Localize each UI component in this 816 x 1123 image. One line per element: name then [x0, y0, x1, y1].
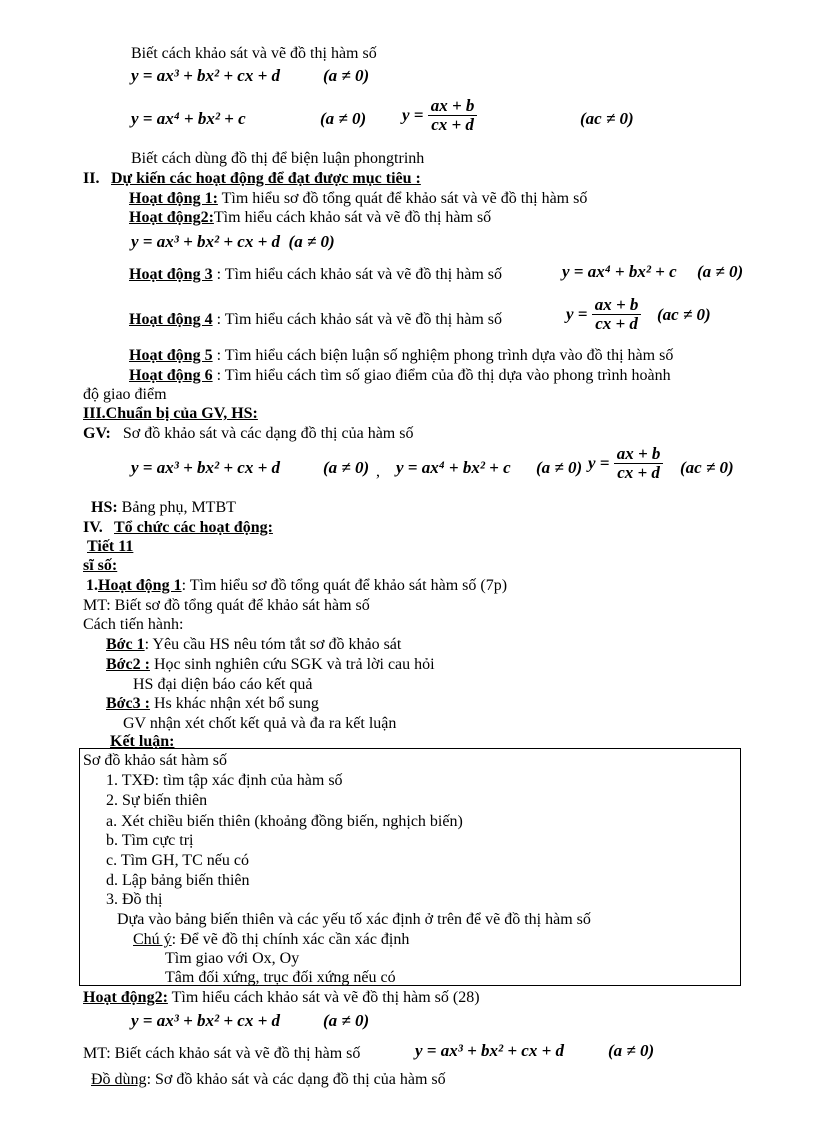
- materials-text: : Sơ đồ khảo sát và các dạng đồ thị của hàm số: [146, 1071, 446, 1088]
- formula-cubic: [131, 233, 335, 251]
- formula-quartic: y = ax⁴ + bx² + c: [562, 262, 677, 281]
- activity-4-label: Hoạt động 4: [129, 311, 213, 328]
- activity-4-line: [129, 311, 502, 329]
- fraction: [428, 97, 478, 134]
- condition-a-nonzero: (a ≠ 0): [320, 109, 367, 128]
- activity-6-label: Hoạt động 6: [129, 367, 213, 384]
- activity-2-line: [129, 209, 491, 227]
- activity-2-label: Hoạt động2:: [83, 989, 168, 1006]
- activity-5-label: Hoạt động 5: [129, 347, 213, 364]
- gv-label: GV:: [83, 425, 111, 442]
- step-3-continuation: GV nhận xét chốt kết quả và đa ra kết luận: [123, 715, 397, 732]
- activity-2-text: Tìm hiểu cách khảo sát và vẽ đồ thị hàm số (28): [167, 989, 480, 1006]
- fraction-numerator: ax + b: [614, 445, 664, 464]
- materials-line: [91, 1071, 446, 1089]
- activity-5-line: [129, 347, 673, 365]
- lesson-title: Tiết 11: [87, 538, 134, 555]
- gv-line: [83, 425, 413, 443]
- summary-item: d. Lập bảng biến thiên: [106, 872, 250, 889]
- fraction: [614, 445, 664, 482]
- summary-graph-instruction: Dựa vào bảng biến thiên và các yếu tố xác định ở trên để vẽ đồ thị hàm số: [117, 911, 591, 928]
- summary-item: c. Tìm GH, TC nếu có: [106, 852, 249, 869]
- summary-item: b. Tìm cực trị: [106, 832, 194, 849]
- activity-1-number: 1.: [86, 577, 98, 594]
- formula-rational: [402, 97, 477, 134]
- note-text: : Để vẽ đồ thị chính xác cần xác định: [171, 931, 410, 948]
- condition-ac-nonzero: (ac ≠ 0): [580, 109, 634, 128]
- condition-a-nonzero: (a ≠ 0): [536, 458, 583, 477]
- materials-label: Đồ dùng: [91, 1071, 147, 1088]
- fraction-denominator: cx + d: [431, 115, 474, 134]
- hs-label: HS:: [91, 499, 118, 516]
- activity-1-heading: [86, 577, 507, 595]
- summary-item: 1. TXĐ: tìm tập xác định của hàm số: [106, 772, 343, 789]
- fraction-numerator: ax + b: [428, 97, 478, 116]
- step-1-label: Bớc 1: [106, 636, 145, 653]
- formula-y: y =: [402, 105, 424, 125]
- intro-line-3: Biết cách dùng đồ thị để biện luận phongtrinh: [131, 150, 425, 167]
- step-1-line: [106, 636, 401, 654]
- fraction: [592, 296, 642, 333]
- activity-2-text: Tìm hiểu cách khảo sát và vẽ đồ thị hàm số: [213, 209, 492, 226]
- formula-y: y =: [566, 304, 588, 324]
- section-4-number: IV.: [83, 519, 103, 536]
- condition-a-nonzero: (a ≠ 0): [323, 66, 370, 85]
- activity-1-text: Tìm hiểu sơ đồ tổng quát để khảo sát và vẽ đồ thị hàm số: [217, 190, 588, 207]
- formula-cubic-text: y = ax³ + bx² + cx + d: [131, 232, 281, 251]
- step-3-text: Hs khác nhận xét bổ sung: [149, 695, 319, 712]
- step-2-text: Học sinh nghiên cứu SGK và trả lời cau hỏi: [149, 656, 435, 673]
- activity-3-line: [129, 266, 502, 284]
- summary-item: a. Xét chiều biến thiên (khoảng đồng biến, nghịch biến): [106, 813, 463, 830]
- section-2-heading: Dự kiến các hoạt động để đạt được mục tiêu :: [111, 170, 421, 187]
- note-label: Chú ý: [133, 931, 172, 948]
- condition-a-nonzero: (a ≠ 0): [323, 1011, 370, 1030]
- objective-line: MT: Biết sơ đồ tổng quát để khảo sát hàm số: [83, 597, 370, 614]
- comma: ,: [376, 463, 380, 480]
- conclusion-label: Kết luận:: [110, 733, 175, 750]
- activity-5-text: : Tìm hiểu cách biện luận số nghiệm phong trình dựa vào đồ thị hàm số: [212, 347, 674, 364]
- hs-line: [91, 499, 236, 517]
- section-2-number: II.: [83, 170, 100, 187]
- summary-item: 3. Đồ thị: [106, 891, 163, 908]
- condition-ac-nonzero: (ac ≠ 0): [680, 458, 734, 477]
- condition-a-nonzero: (a ≠ 0): [323, 458, 370, 477]
- summary-item: 2. Sự biến thiên: [106, 792, 208, 809]
- condition-a-nonzero: (a ≠ 0): [288, 232, 335, 251]
- activity-4-text: : Tìm hiểu cách khảo sát và vẽ đồ thị hàm số: [212, 311, 502, 328]
- condition-ac-nonzero: (ac ≠ 0): [657, 305, 711, 324]
- fraction-denominator: cx + d: [617, 463, 660, 482]
- activity-1-text: : Tìm hiểu sơ đồ tổng quát để khảo sát hàm số (7p): [181, 577, 508, 594]
- gv-text: Sơ đồ khảo sát và các dạng đồ thị của hàm số: [122, 425, 414, 442]
- formula-y: y =: [588, 453, 610, 473]
- condition-a-nonzero: (a ≠ 0): [608, 1041, 655, 1060]
- activity-1-label: Hoạt động 1:: [129, 190, 218, 207]
- hs-text: Bảng phụ, MTBT: [117, 499, 236, 516]
- step-2-line: [106, 656, 435, 674]
- section-4-heading: Tổ chức các hoạt động:: [114, 519, 273, 536]
- note-intersections: Tìm giao với Ox, Oy: [165, 950, 300, 967]
- formula-rational: [588, 445, 663, 482]
- condition-a-nonzero: (a ≠ 0): [697, 262, 744, 281]
- activity-6-line: [129, 367, 671, 385]
- fraction-denominator: cx + d: [595, 314, 638, 333]
- intro-line-1: Biết cách khảo sát và vẽ đồ thị hàm số: [131, 45, 377, 62]
- activity-6-continuation: độ giao điểm: [83, 386, 167, 403]
- activity-1-line: [129, 190, 587, 208]
- formula-rational: [566, 296, 641, 333]
- activity-1-label: Hoạt động 1: [98, 577, 182, 594]
- summary-title: Sơ đồ khảo sát hàm số: [83, 752, 228, 769]
- fraction-numerator: ax + b: [592, 296, 642, 315]
- step-3-label: Bớc3 :: [106, 695, 150, 712]
- step-2-label: Bớc2 :: [106, 656, 150, 673]
- formula-cubic: y = ax³ + bx² + cx + d: [415, 1041, 565, 1060]
- formula-cubic: y = ax³ + bx² + cx + d: [131, 458, 281, 477]
- formula-cubic: y = ax³ + bx² + cx + d: [131, 1011, 281, 1030]
- objective-line-2: MT: Biết cách khảo sát và vẽ đồ thị hàm số: [83, 1045, 361, 1062]
- note-symmetry: Tâm đối xứng, trục đối xứng nếu có: [165, 969, 396, 986]
- note-line: [133, 931, 409, 949]
- step-2-continuation: HS đại diện báo cáo kết quả: [133, 676, 313, 693]
- formula-quartic: y = ax⁴ + bx² + c: [131, 109, 246, 128]
- activity-3-label: Hoạt động 3: [129, 266, 213, 283]
- activity-2-heading: [83, 989, 480, 1007]
- procedure-label: Cách tiến hành:: [83, 616, 184, 633]
- step-1-text: : Yêu cầu HS nêu tóm tắt sơ đồ khảo sát: [144, 636, 402, 653]
- section-3-heading: III.Chuẩn bị của GV, HS:: [83, 405, 258, 422]
- formula-quartic: y = ax⁴ + bx² + c: [396, 458, 511, 477]
- activity-3-text: : Tìm hiểu cách khảo sát và vẽ đồ thị hàm số: [212, 266, 502, 283]
- step-3-line: [106, 695, 319, 713]
- activity-6-text: : Tìm hiểu cách tìm số giao điểm của đồ thị dựa vào phong trình hoành: [212, 367, 671, 384]
- formula-cubic: y = ax³ + bx² + cx + d: [131, 66, 281, 85]
- activity-2-label: Hoạt động2:: [129, 209, 214, 226]
- attendance-label: sĩ số:: [83, 557, 118, 574]
